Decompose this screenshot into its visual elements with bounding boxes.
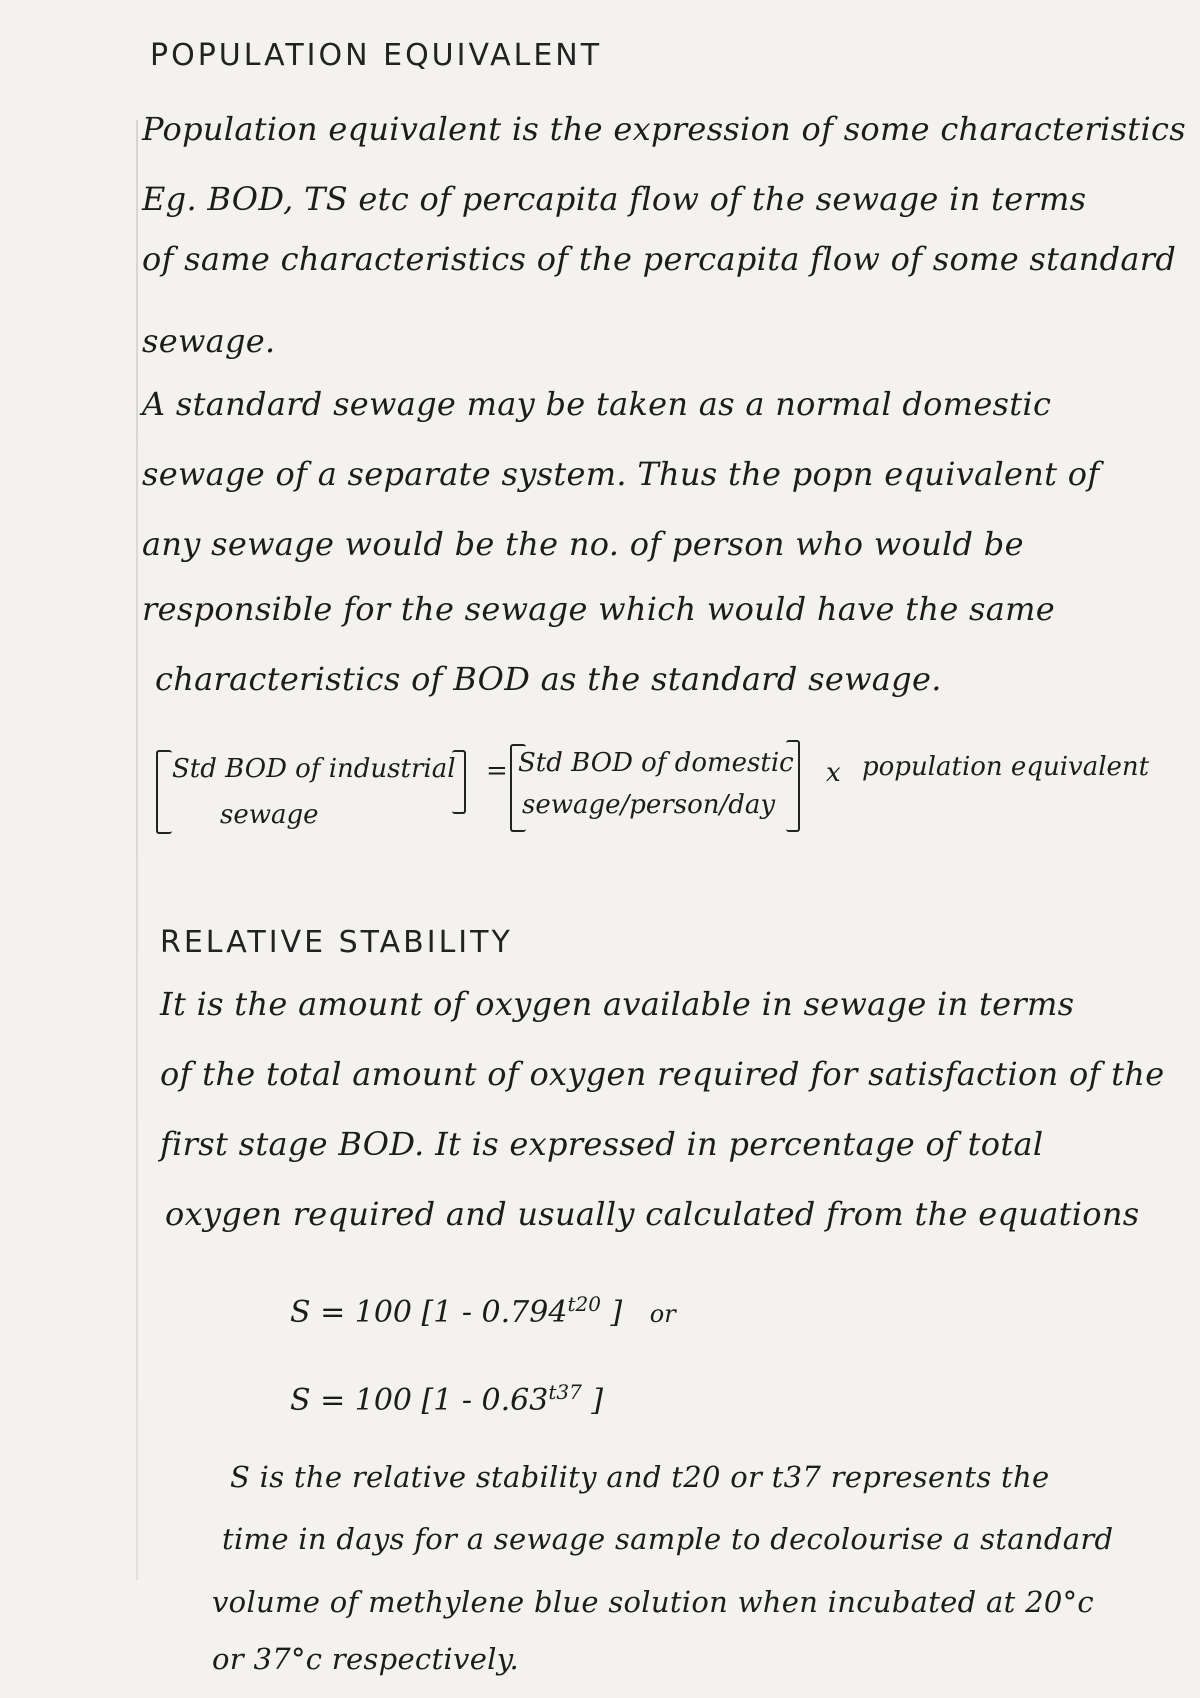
formula-tail: population equivalent [862,752,1150,782]
equation-1-exponent: t20 [567,1292,601,1316]
equation-1-or: or [649,1300,676,1328]
equation-2-exponent: t37 [548,1380,582,1404]
equation-1 [290,1292,676,1330]
text-line: any sewage would be the no. of person who would be [142,525,1024,563]
text-line: S is the relative stability and t20 or t37 represents the [230,1460,1050,1494]
equation-2-main: S = 100 [1 - 0.63 [290,1383,549,1418]
formula-rhs-line2: sewage/person/day [522,790,776,820]
heading-population-equivalent: POPULATION EQUIVALENT [150,38,603,73]
text-line: sewage. [142,322,276,360]
text-line: oxygen required and usually calculated from the equations [165,1195,1140,1233]
text-line: time in days for a sewage sample to decolourise a standard [222,1522,1114,1556]
text-line: characteristics of BOD as the standard sewage. [155,660,942,698]
text-line: It is the amount of oxygen available in sewage in terms [160,985,1075,1023]
heading-relative-stability: RELATIVE STABILITY [160,925,513,960]
margin-line [136,120,138,1580]
formula-lhs-line2: sewage [220,800,319,830]
formula-rhs-line1: Std BOD of domestic [518,748,794,778]
text-line: or 37°c respectively. [212,1642,520,1676]
formula-equals: = [486,756,508,786]
text-line: volume of methylene blue solution when incubated at 20°c [212,1585,1094,1619]
text-line: first stage BOD. It is expressed in percentage of total [160,1125,1044,1163]
text-line: responsible for the sewage which would have the same [142,590,1056,628]
bracket-right [786,740,800,832]
formula-times: x [826,758,841,788]
text-line: Eg. BOD, TS etc of percapita flow of the sewage in terms [142,180,1087,218]
text-line: of the total amount of oxygen required for satisfaction of the [160,1055,1165,1093]
equation-1-main: S = 100 [1 - 0.794 [290,1295,568,1330]
text-line: of same characteristics of the percapita flow of some standard [142,240,1177,278]
formula-lhs-line1: Std BOD of industrial [172,754,456,784]
text-line: Population equivalent is the expression of some characteristics [142,110,1186,148]
bracket-right [452,750,466,814]
equation-2-close: ] [591,1383,604,1418]
bracket-left [156,750,172,834]
equation-1-close: ] [610,1295,623,1330]
text-line: A standard sewage may be taken as a normal domestic [142,385,1052,423]
text-line: sewage of a separate system. Thus the popn equivalent of [142,455,1100,493]
equation-2 [290,1380,603,1418]
